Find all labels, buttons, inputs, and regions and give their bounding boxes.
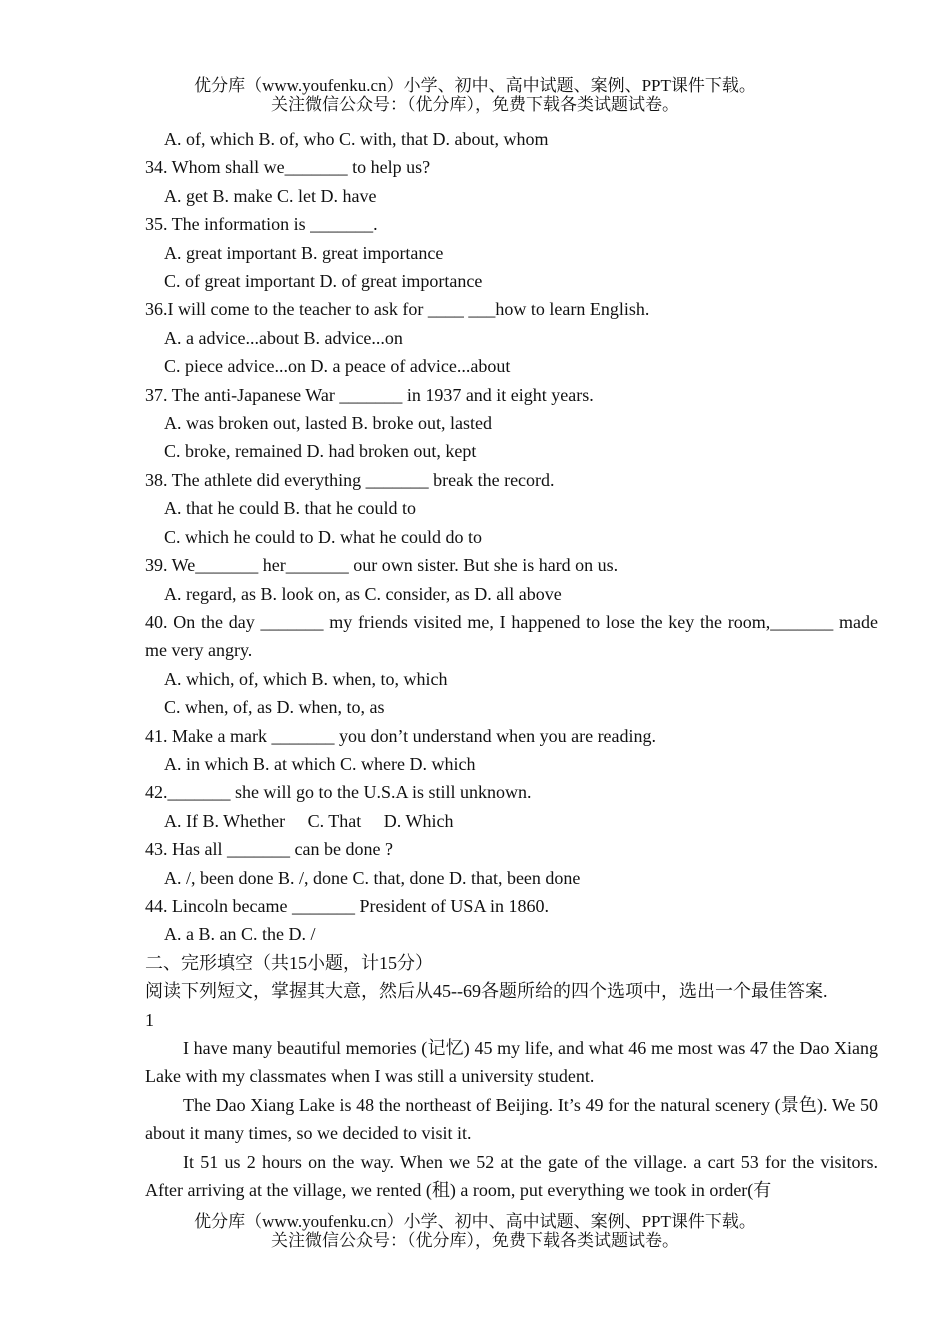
q39-options: A. regard, as B. look on, as C. consider, as D. all above	[164, 583, 562, 604]
header-line-2: 关注微信公众号：（优分库），免费下载各类试题试卷。	[271, 95, 679, 114]
q35-question: 35. The information is _______.	[145, 214, 378, 235]
q38-options-ab: A. that he could B. that he could to	[164, 498, 416, 519]
q43-options: A. /, been done B. /, done C. that, done D. that, been done	[164, 867, 581, 888]
q40-options-cd: C. when, of, as D. when, to, as	[164, 697, 385, 718]
page-footer	[0, 1212, 950, 1250]
passage-paragraph-2: The Dao Xiang Lake is 48 the northeast of Beijing. It’s 49 for the natural scenery (景色). We 50 about it many times, so we decided to visit it.	[145, 1094, 878, 1144]
q41-question: 41. Make a mark _______ you don’t understand when you are reading.	[145, 725, 657, 746]
passage-number: 1	[145, 1009, 154, 1030]
page-header	[0, 76, 950, 114]
q35-options-cd: C. of great important D. of great importance	[164, 271, 483, 292]
q44-options: A. a B. an C. the D. /	[164, 924, 316, 945]
document-body	[145, 125, 878, 1204]
footer-line-2: 关注微信公众号：（优分库），免费下载各类试题试卷。	[271, 1231, 679, 1250]
passage-paragraph-1: I have many beautiful memories (记忆) 45 my life, and what 46 me most was 47 the Dao Xiang Lake with my classmates when I was still a university student.	[145, 1038, 878, 1087]
footer-line-1: 优分库（www.youfenku.cn）小学、初中、高中试题、案例、PPT课件下载。	[194, 1212, 756, 1231]
q37-options-cd: C. broke, remained D. had broken out, kept	[164, 441, 477, 462]
q40-question: 40. On the day _______ my friends visited me, I happened to lose the key the room,_______ made me very angry.	[145, 611, 878, 661]
q39-question: 39. We_______ her_______ our own sister. But she is hard on us.	[145, 555, 619, 576]
q41-options: A. in which B. at which C. where D. which	[164, 753, 476, 774]
q40-options-ab: A. which, of, which B. when, to, which	[164, 668, 448, 689]
passage-paragraph-3: It 51 us 2 hours on the way. When we 52 at the gate of the village. a cart 53 for the visitors. After arriving at the village, we rented (租) a room, put everything we took in order(有	[145, 1151, 878, 1201]
q33-options: A. of, which B. of, who C. with, that D. about, whom	[164, 129, 549, 149]
section-2-title: 二、完形填空（共15小题，计15分）	[145, 952, 433, 973]
q35-options-ab: A. great important B. great importance	[164, 242, 444, 263]
q42-options: A. If B. Whether C. That D. Which	[164, 810, 454, 831]
q38-options-cd: C. which he could to D. what he could do to	[164, 526, 482, 547]
q43-question: 43. Has all _______ can be done ?	[145, 839, 393, 860]
q42-question: 42._______ she will go to the U.S.A is still unknown.	[145, 782, 532, 803]
q36-question: 36.I will come to the teacher to ask for ____ ___how to learn English.	[145, 299, 650, 320]
q36-options-ab: A. a advice...about B. advice...on	[164, 327, 403, 348]
q37-question: 37. The anti-Japanese War _______ in 1937 and it eight years.	[145, 384, 594, 405]
header-line-1: 优分库（www.youfenku.cn）小学、初中、高中试题、案例、PPT课件下载。	[194, 76, 756, 95]
q37-options-ab: A. was broken out, lasted B. broke out, lasted	[164, 413, 492, 434]
q38-question: 38. The athlete did everything _______ break the record.	[145, 469, 555, 490]
section-2-instructions: 阅读下列短文，掌握其大意，然后从45--69各题所给的四个选项中，选出一个最佳答案.	[145, 981, 828, 1002]
q44-question: 44. Lincoln became _______ President of USA in 1860.	[145, 895, 549, 916]
q34-options: A. get B. make C. let D. have	[164, 185, 377, 206]
q34-question: 34. Whom shall we_______ to help us?	[145, 157, 431, 178]
q36-options-cd: C. piece advice...on D. a peace of advice...about	[164, 356, 511, 377]
